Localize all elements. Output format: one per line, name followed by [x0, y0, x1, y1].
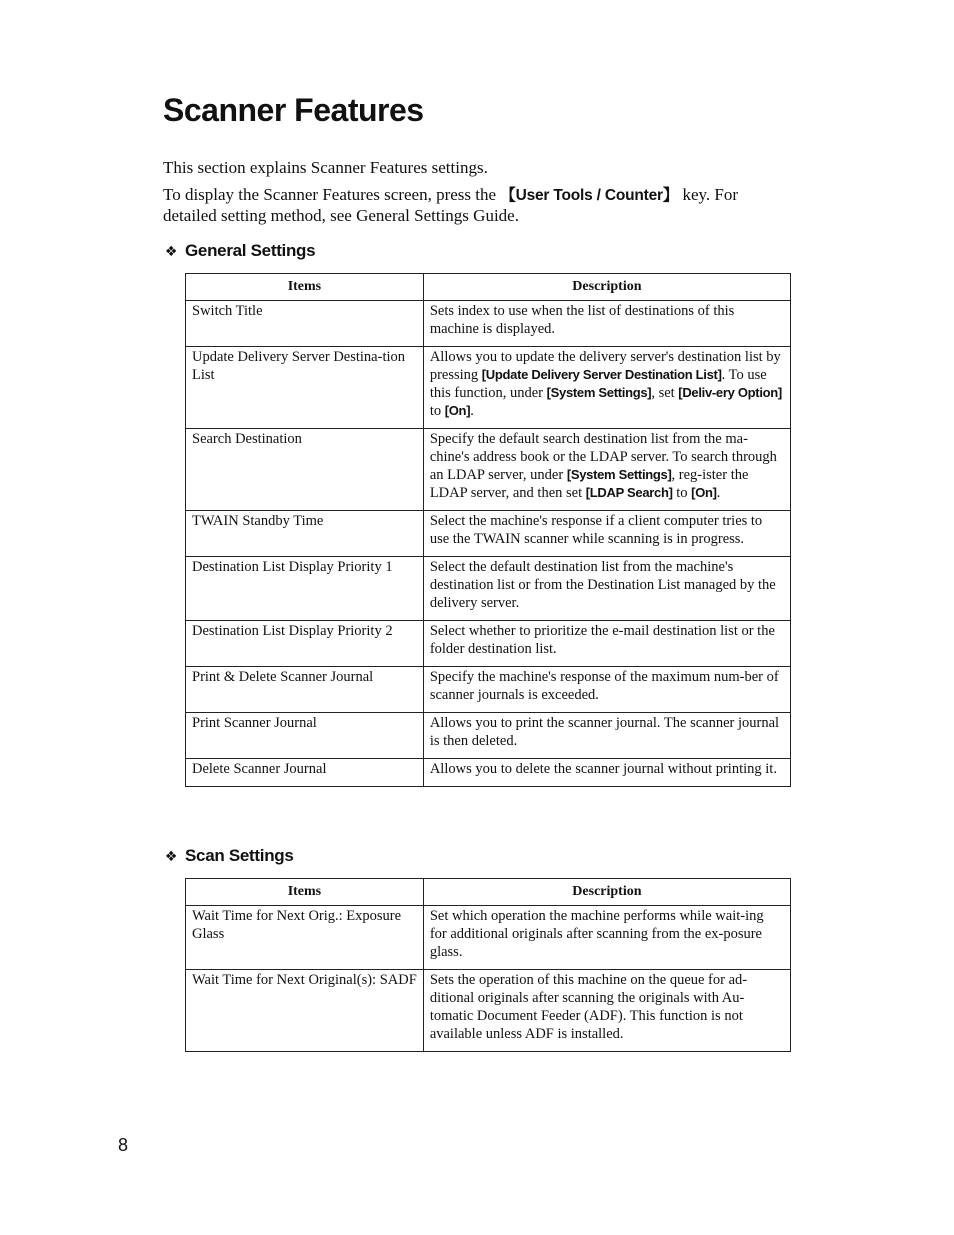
table-row: [186, 970, 791, 1052]
table-header-row: [186, 879, 791, 906]
intro-text-post: key. For detailed setting method, see General Settings Guide.: [163, 185, 738, 225]
table-row: [186, 347, 791, 429]
description-text: Specify the default search destination list from the ma-chine's address book or the LDAP server. To search through an LDAP server, under: [429, 431, 777, 483]
ui-label: [On]: [691, 485, 717, 500]
description-text: Allows you to update the delivery server's destination list by pressing: [429, 349, 781, 383]
ui-label: [Deliv-ery Option]: [678, 385, 782, 400]
ui-label: [On]: [444, 403, 471, 418]
table-header-row: [186, 274, 791, 301]
description-cell: Sets index to use when the list of destinations of this machine is displayed.: [423, 301, 790, 347]
user-tools-key-label: 【User Tools / Counter】: [500, 187, 679, 204]
item-cell: Destination List Display Priority 2: [186, 621, 424, 667]
item-cell: Print Scanner Journal: [186, 713, 424, 759]
section-heading-general-settings: [163, 240, 315, 262]
description-text: to: [429, 403, 445, 419]
table-row: [186, 906, 791, 970]
section-heading-label: General Settings: [185, 241, 316, 260]
description-cell: Specify the machine's response of the maximum num-ber of scanner journals is exceeded.: [423, 667, 790, 713]
table-row: [186, 621, 791, 667]
column-header-items: Items: [186, 274, 424, 301]
table-row: [186, 667, 791, 713]
item-cell: Wait Time for Next Original(s): SADF: [186, 970, 424, 1052]
diamond-bullet-icon: ❖: [164, 848, 178, 864]
table-row: [186, 713, 791, 759]
intro-instructions: [163, 185, 793, 226]
description-text: .: [470, 403, 474, 419]
column-header-description: Description: [423, 879, 790, 906]
description-text: to: [672, 485, 692, 501]
description-text: , reg-ister the LDAP server, and then set: [429, 467, 749, 501]
column-header-description: Description: [423, 274, 790, 301]
item-cell: Switch Title: [186, 301, 424, 347]
ui-label: [LDAP Search]: [585, 485, 673, 500]
item-cell: Print & Delete Scanner Journal: [186, 667, 424, 713]
section-heading-label: Scan Settings: [185, 846, 294, 865]
item-cell: TWAIN Standby Time: [186, 511, 424, 557]
intro-text-pre: To display the Scanner Features screen, press the: [163, 185, 501, 204]
table-row: [186, 429, 791, 511]
ui-label: [Update Delivery Server Destination List]: [481, 367, 722, 382]
description-text: . To use this function, under: [429, 367, 767, 401]
table-row: [186, 759, 791, 787]
general-settings-table: [185, 273, 791, 787]
description-text: .: [716, 485, 721, 501]
description-cell: [423, 347, 790, 429]
table-row: [186, 511, 791, 557]
item-cell: Search Destination: [186, 429, 424, 511]
description-cell: Sets the operation of this machine on the queue for ad-ditional originals after scanning the originals with Au-tomatic Document Feeder (ADF). This function is not available unless ADF is installed.: [423, 970, 790, 1052]
item-cell: Update Delivery Server Destina-tion List: [186, 347, 424, 429]
page-number: 8: [118, 1135, 129, 1155]
item-cell: Destination List Display Priority 1: [186, 557, 424, 621]
description-cell: Select whether to prioritize the e-mail destination list or the folder destination list.: [423, 621, 790, 667]
description-cell: Select the default destination list from the machine's destination list or from the Destination List managed by the delivery server.: [423, 557, 790, 621]
item-cell: Wait Time for Next Orig.: Exposure Glass: [186, 906, 424, 970]
page-title: Scanner Features: [163, 92, 424, 128]
intro-paragraph: This section explains Scanner Features settings.: [163, 158, 488, 177]
table-row: [186, 301, 791, 347]
section-heading-scan-settings: [163, 845, 294, 867]
table-row: [186, 557, 791, 621]
ui-label: [System Settings]: [566, 467, 672, 482]
description-cell: Select the machine's response if a client computer tries to use the TWAIN scanner while scanning is in progress.: [423, 511, 790, 557]
ui-label: [System Settings]: [546, 385, 652, 400]
diamond-bullet-icon: ❖: [164, 243, 178, 259]
column-header-items: Items: [186, 879, 424, 906]
description-cell: Allows you to print the scanner journal. The scanner journal is then deleted.: [423, 713, 790, 759]
description-cell: Allows you to delete the scanner journal without printing it.: [423, 759, 790, 787]
description-cell: Set which operation the machine performs while wait-ing for additional originals after scanning from the ex-posure glass.: [423, 906, 790, 970]
description-text: , set: [651, 385, 679, 401]
description-cell: [423, 429, 790, 511]
scan-settings-table: [185, 878, 791, 1052]
item-cell: Delete Scanner Journal: [186, 759, 424, 787]
